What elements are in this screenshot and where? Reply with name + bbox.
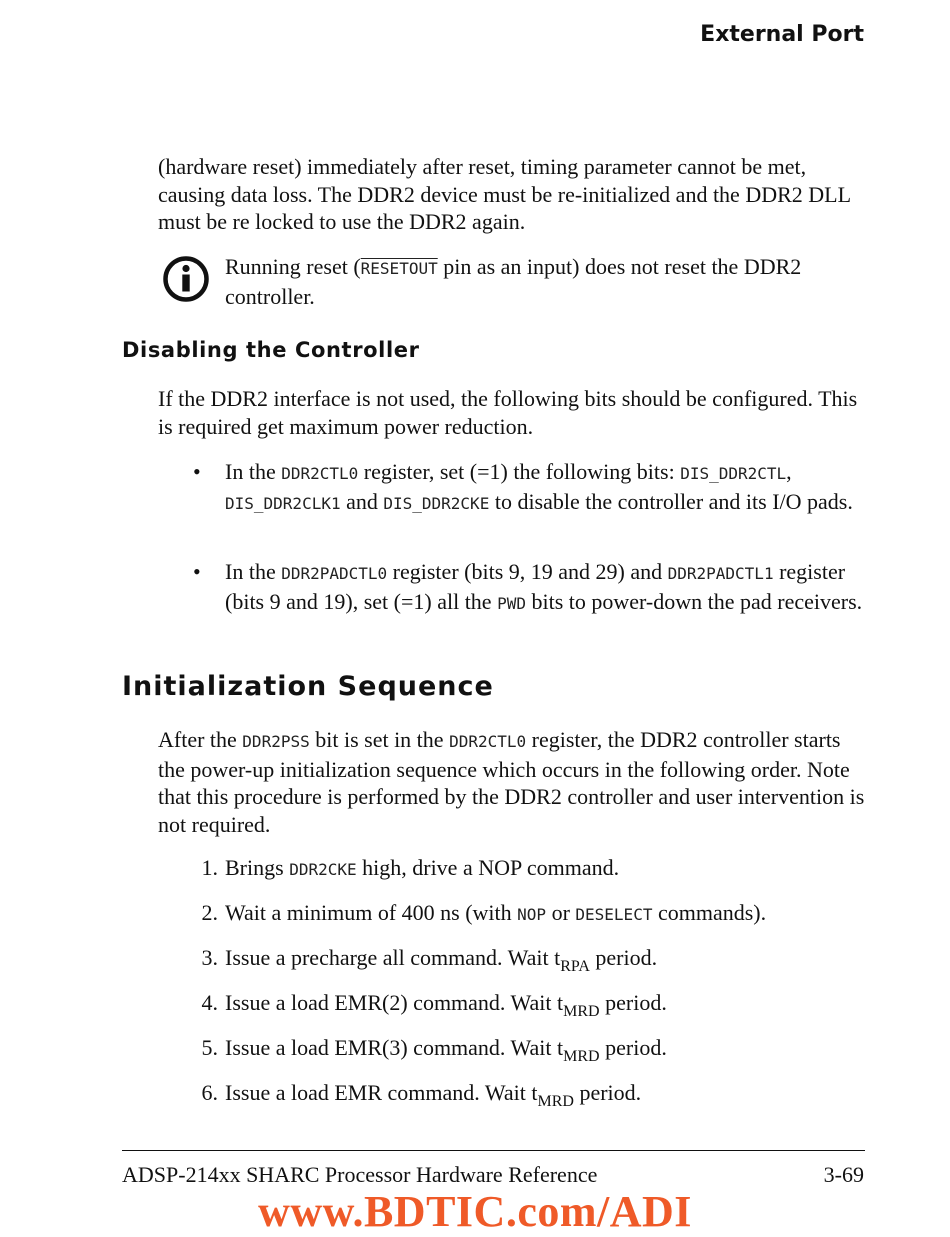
section-heading-initialization: Initialization Sequence: [122, 671, 494, 702]
step-item: 5. Issue a load EMR(3) command. Wait $t_{MRD}$ period.: [201, 1035, 667, 1065]
footer-rule: [122, 1150, 865, 1151]
note-text: Running reset (RESETOUT pin as an input) does not reset the DDR2 controller.: [225, 254, 802, 309]
section-heading-disabling: Disabling the Controller: [122, 338, 420, 362]
disabling-paragraph: If the DDR2 interface is not used, the following bits should be configured. This is required get maximum power reduction.: [158, 386, 858, 439]
running-header: External Port: [700, 22, 864, 47]
intro-paragraph: (hardware reset) immediately after reset, timing parameter cannot be met, causing data loss. The DDR2 device must be re-initialized and the DDR2 DLL must be re locked to use the DDR2 again.: [158, 154, 851, 234]
step-item: 4. Issue a load EMR(2) command. Wait $t_{MRD}$ period.: [201, 990, 667, 1020]
bullet-mark: •: [193, 559, 201, 584]
step-item: 3. Issue a precharge all command. Wait $t_{RPA}$ period.: [201, 945, 658, 975]
footer-book-title: ADSP-214xx SHARC Processor Hardware Reference: [122, 1162, 598, 1187]
step-item: 6. Issue a load EMR command. Wait $t_{MRD}$ period.: [201, 1080, 642, 1110]
footer-page-number: 3-69: [823, 1162, 864, 1187]
step-item: 1. Brings DDR2CKE high, drive a NOP command.: [201, 855, 620, 880]
bullet-text: In the DDR2CTL0 register, set (=1) the following bits: DIS_DDR2CTL, DIS_DDR2CLK1 and DIS_DDR2CKE to disable the controller and its I/O pads.: [225, 459, 853, 514]
initialization-paragraph: After the DDR2PSS bit is set in the DDR2CTL0 register, the DDR2 controller starts the power-up initialization sequence which occurs in the following order. Note that this procedure is performed by the DDR2 controller and user intervention is not required.: [158, 727, 865, 837]
resetout-pin: RESETOUT: [360, 259, 438, 278]
info-icon: [162, 255, 210, 303]
bullet-mark: •: [193, 459, 201, 484]
step-item: 2. Wait a minimum of 400 ns (with NOP or DESELECT commands).: [201, 900, 767, 925]
watermark-url: www.BDTIC.com/ADI: [258, 1187, 692, 1236]
bullet-text: In the DDR2PADCTL0 register (bits 9, 19 and 29) and DDR2PADCTL1 register (bits 9 and 19), set (=1) all the PWD bits to power-down the pad receivers.: [225, 559, 863, 614]
